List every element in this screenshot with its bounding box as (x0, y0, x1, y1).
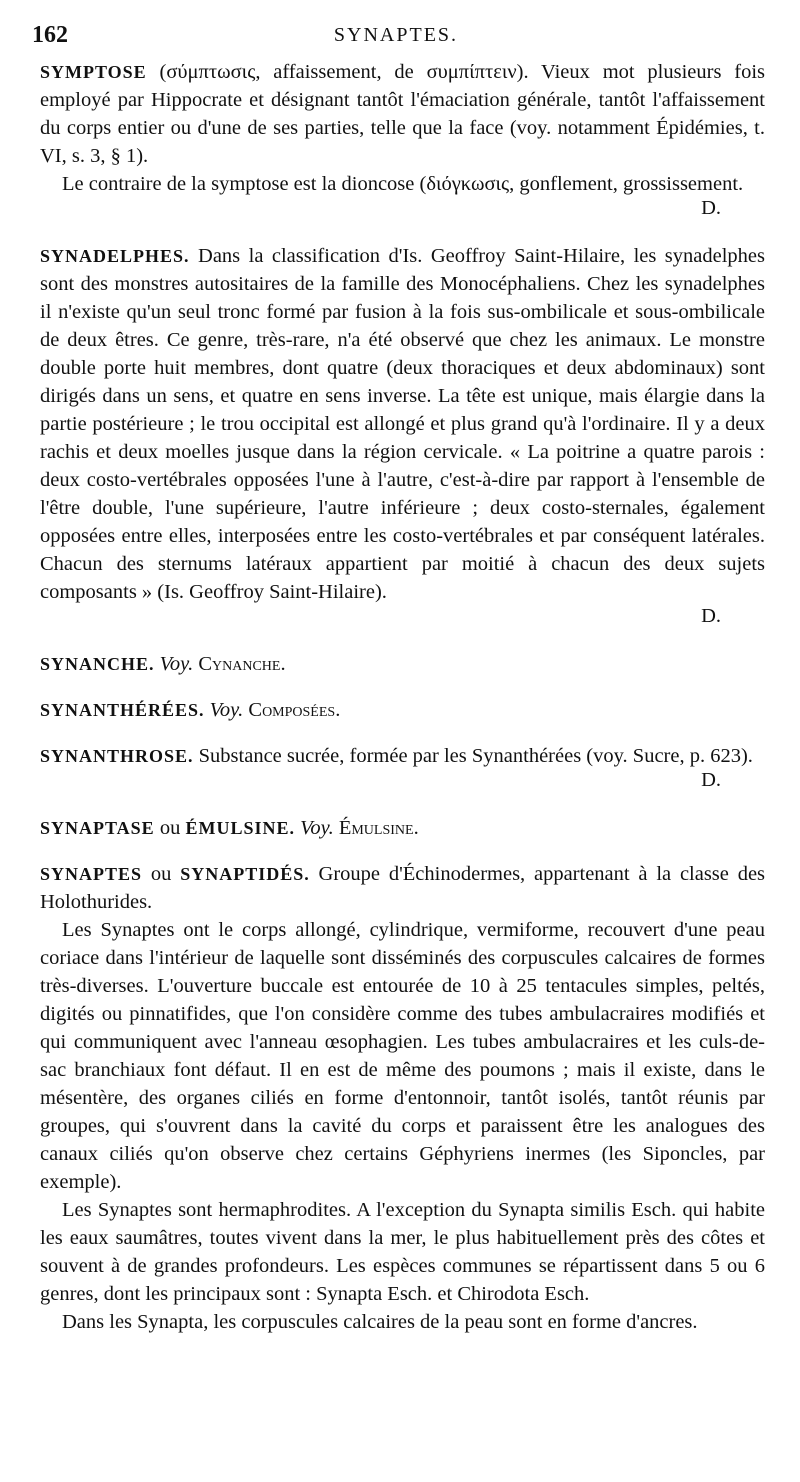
entry-text: Substance sucrée, formée par les Synanthérées (voy. Sucre, p. 623). (198, 745, 753, 767)
headword: SYNANTHROSE. (40, 746, 194, 766)
entry-paragraph (40, 860, 765, 916)
entry-paragraph (40, 170, 765, 198)
author-signature: D. (701, 769, 721, 791)
voy-label: Voy. (159, 653, 194, 675)
author-signature: D. (701, 197, 721, 219)
entry-text: Groupe d'Échinodermes, appartenant à la classe des Holothurides. (40, 863, 766, 913)
entry-text: Les Synaptes sont hermaphrodites. A l'exception du Synapta similis Esch. qui habite les eaux saumâtres, toutes vivent dans la mer, le plus habituellement près des côtes et souvent à de grandes profondeurs. Les espèces communes se répartissent dans 5 ou 6 genres, dont les principaux sont : Synapta Esch. et Chirodota Esch. (40, 1199, 765, 1305)
entry-synanche (40, 650, 765, 678)
entry-text: (σύμπτωσις, affaissement, de συμπίπτειν). Vieux mot plusieurs fois employé par Hippocrate et désignant tantôt l'émaciation générale, tantôt l'affaissement du corps entier ou d'une de ses parties, telle que la face (voy. notamment Épidémies, t. VI, s. 3, § 1). (40, 61, 765, 167)
author-signature: D. (701, 605, 721, 627)
cross-reference: Composées. (248, 699, 341, 721)
headword-alt: SYNAPTIDÉS. (180, 864, 310, 884)
headword: SYMPTOSE (40, 62, 147, 82)
page-header (32, 22, 760, 56)
entry-text: Dans les Synapta, les corpuscules calcaires de la peau sont en forme d'ancres. (62, 1311, 698, 1333)
entry-text: Les Synaptes ont le corps allongé, cylindrique, vermiforme, recouvert d'une peau coriace dans l'intérieur de laquelle sont disséminés des corpuscules calcaires de formes très-diverses. L'ouverture buccale est entourée de 10 à 25 tentacules simples, peltés, digités ou pinnatifides, que l'on considère comme des tubes ambulacraires modifiés et qui communiquent avec l'anneau œsophagien. Les tubes ambulacraires et les culs-de-sac branchiaux font défaut. Il en est de même des poumons ; mais il existe, dans le mésentère, des organes ciliés en forme d'entonnoir, tantôt isolés, tantôt réunis par groupes, qui s'ouvrent dans la cavité du corps et paraissent être les analogues des canaux ciliés qu'on observe chez certains Géphyriens inermes (les Siponcles, par exemple). (40, 919, 765, 1193)
cross-reference: Émulsine. (338, 817, 419, 839)
headword-alt: ÉMULSINE. (185, 818, 295, 838)
headword: SYNANTHÉRÉES. (40, 700, 205, 720)
entry-synadelphes (40, 242, 765, 630)
running-title: SYNAPTES. (333, 24, 459, 46)
voy-label: Voy. (209, 699, 244, 721)
entry-synanthrose (40, 742, 765, 794)
entry-paragraph (40, 742, 765, 770)
conjunction: ou (150, 863, 172, 885)
headword: SYNANCHE. (40, 654, 155, 674)
cross-reference: Cynanche. (198, 653, 286, 675)
voy-label: Voy. (300, 817, 334, 839)
entry-text: Le contraire de la symptose est la dioncose (διόγκωσις, gonflement, grossissement. (62, 173, 744, 195)
entry-paragraph (40, 916, 765, 1196)
page-number: 162 (32, 22, 68, 48)
headword: SYNAPTASE (40, 818, 155, 838)
entry-synaptase (40, 814, 765, 842)
entry-paragraph (40, 58, 765, 170)
entry-paragraph (40, 1196, 765, 1308)
headword: SYNAPTES (40, 864, 143, 884)
entry-text: Dans la classification d'Is. Geoffroy Saint-Hilaire, les synadelphes sont des monstres autositaires de la famille des Monocéphaliens. Chez les synadelphes il n'existe qu'un seul tronc formé par fusion à la fois sus-ombilicale et sous-ombilicale de deux êtres. Ce genre, très-rare, n'a été observé que chez les animaux. Le monstre double porte huit membres, dont quatre (deux thoraciques et deux abdominaux) sont dirigés dans un sens, et quatre en sens inverse. La tête est unique, mais élargie dans la partie postérieure ; le trou occipital est allongé et plus grand qu'à l'ordinaire. Il y a deux rachis et deux moelles jusque dans la région cervicale. « La poitrine a quatre parois : deux costo-vertébrales opposées l'une à l'autre, c'est-à-dire par rapport à l'ensemble de l'être double, l'une supérieure, l'autre inférieure ; deux costo-sternales, également opposées entre elles, interposées entre les costo-vertébrales et par conséquent latérales. Chacun des sternums latéraux appartient par moitié à chacun des deux sujets composants » (Is. Geoffroy Saint-Hilaire). (40, 245, 766, 603)
entry-paragraph (40, 242, 765, 606)
entry-synaptes (40, 860, 765, 1336)
headword: SYNADELPHES. (40, 246, 190, 266)
entry-symptose (40, 58, 765, 222)
entry-synantherees (40, 696, 765, 724)
entry-paragraph (40, 1308, 765, 1336)
conjunction: ou (159, 817, 181, 839)
page-body (40, 58, 765, 1356)
